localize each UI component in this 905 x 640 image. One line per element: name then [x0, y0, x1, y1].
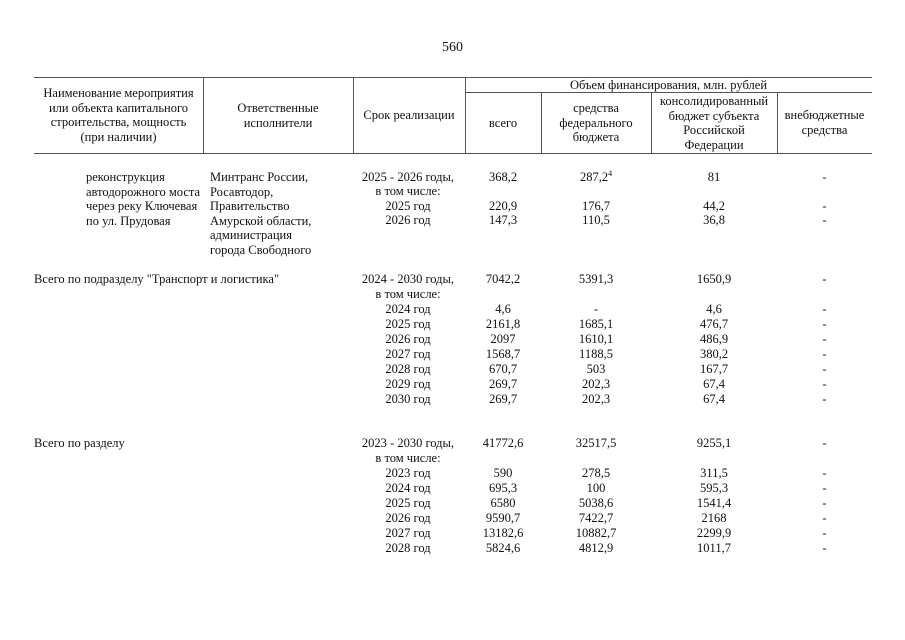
extrabudgetary-cell: -	[822, 377, 827, 391]
table-row	[0, 392, 905, 407]
extrabudgetary-cell: -	[822, 466, 827, 480]
section-total-label: Всего по разделу	[34, 436, 125, 450]
federal-cell: 278,5	[581, 466, 611, 480]
regional-cell: 4,6	[706, 302, 722, 316]
regional-cell: 36,8	[703, 213, 725, 227]
total-cell: 220,9	[488, 199, 518, 213]
page-number: 560	[442, 40, 463, 55]
extrabudgetary-cell: -	[822, 332, 827, 346]
regional-cell: 1011,7	[697, 541, 731, 555]
term-cell: 2024 - 2030 годы,	[361, 272, 455, 286]
total-cell: 269,7	[488, 392, 518, 406]
header-extrabudgetary: внебюджетные средства	[784, 108, 865, 137]
header-name: Наименование мероприятия или объекта капитального строительства, мощность (при наличии)	[43, 86, 194, 144]
table-row	[0, 481, 905, 496]
table-row	[0, 184, 905, 199]
regional-cell: 9255,1	[696, 436, 732, 450]
extrabudgetary-cell: -	[822, 496, 827, 510]
table-row	[0, 287, 905, 302]
extrabudgetary-cell: -	[822, 199, 827, 213]
table-row	[0, 362, 905, 377]
table-row	[0, 302, 905, 317]
total-cell: 590	[493, 466, 513, 480]
section1-name: реконструкция автодорожного моста через реку Ключевая по ул. Прудовая	[86, 170, 201, 228]
regional-cell: 2168	[701, 511, 727, 525]
table-row	[0, 377, 905, 392]
regional-cell: 595,3	[699, 481, 729, 495]
table-row	[0, 332, 905, 347]
extrabudgetary-cell: -	[822, 511, 827, 525]
extrabudgetary-cell: -	[822, 526, 827, 540]
table-row	[0, 199, 905, 214]
federal-cell: 5038,6	[578, 496, 614, 510]
term-cell: 2024 год	[385, 302, 431, 316]
federal-cell: -	[593, 302, 599, 316]
federal-cell: 176,7	[581, 199, 611, 213]
term-cell: 2025 год	[385, 199, 431, 213]
total-cell: 13182,6	[482, 526, 524, 540]
total-cell: 2161,8	[485, 317, 521, 331]
regional-cell: 311,5	[700, 466, 728, 480]
federal-cell: 1188,5	[579, 347, 613, 361]
regional-cell: 380,2	[699, 347, 729, 361]
federal-cell: 1685,1	[578, 317, 614, 331]
total-cell: 269,7	[488, 377, 518, 391]
term-cell: 2023 - 2030 годы,	[361, 436, 455, 450]
term-cell: 2026 год	[385, 511, 431, 525]
extrabudgetary-cell: -	[822, 170, 827, 184]
extrabudgetary-cell: -	[822, 541, 827, 555]
total-cell: 670,7	[488, 362, 518, 376]
total-cell: 9590,7	[485, 511, 521, 525]
extrabudgetary-cell: -	[822, 362, 827, 376]
term-cell: 2023 год	[385, 466, 431, 480]
regional-cell: 67,4	[703, 377, 725, 391]
total-cell: 7042,2	[485, 272, 521, 286]
total-cell: 6580	[490, 496, 516, 510]
table-header-bottom-rule	[34, 153, 872, 154]
regional-cell: 167,7	[699, 362, 729, 376]
total-cell: 147,3	[488, 213, 518, 227]
extrabudgetary-cell: -	[822, 392, 827, 406]
table-row	[0, 451, 905, 466]
header-regional: консолидированный бюджет субъекта Российской Федерации	[659, 94, 769, 152]
table-row	[0, 347, 905, 362]
subsection-total-label: Всего по подразделу "Транспорт и логистика"	[34, 272, 280, 286]
regional-cell: 1541,4	[696, 496, 732, 510]
extrabudgetary-cell: -	[822, 317, 827, 331]
term-cell: 2024 год	[385, 481, 431, 495]
header-term: Срок реализации	[363, 108, 455, 122]
federal-cell: 7422,7	[578, 511, 614, 525]
term-cell: 2025 - 2026 годы,	[361, 170, 455, 184]
term-cell: 2025 год	[385, 317, 431, 331]
term-cell: 2026 год	[385, 213, 431, 227]
federal-cell: 100	[586, 481, 606, 495]
table-row	[0, 466, 905, 481]
regional-cell: 1650,9	[696, 272, 732, 286]
total-cell: 1568,7	[485, 347, 521, 361]
federal-cell: 5391,3	[578, 272, 614, 286]
federal-cell: 287,2$^4$	[579, 169, 613, 184]
total-cell: 5824,6	[485, 541, 521, 555]
federal-cell: 4812,9	[578, 541, 614, 555]
table-row	[0, 541, 905, 556]
regional-cell: 2299,9	[696, 526, 732, 540]
term-cell: в том числе:	[375, 287, 441, 301]
federal-cell: 32517,5	[575, 436, 617, 450]
extrabudgetary-cell: -	[822, 347, 827, 361]
term-cell: в том числе:	[375, 184, 441, 198]
federal-cell: 110,5	[582, 213, 610, 227]
regional-cell: 67,4	[703, 392, 725, 406]
extrabudgetary-cell: -	[822, 436, 827, 450]
term-cell: в том числе:	[375, 451, 441, 465]
total-cell: 2097	[490, 332, 516, 346]
term-cell: 2029 год	[385, 377, 431, 391]
term-cell: 2028 год	[385, 362, 431, 376]
term-cell: 2025 год	[385, 496, 431, 510]
table-row	[0, 170, 905, 185]
section1-responsible: Минтранс России, Росавтодор, Правительство Амурской области, администрация города Свободного	[210, 170, 312, 257]
table-row	[0, 526, 905, 541]
table-row	[0, 496, 905, 511]
table-row	[0, 436, 905, 451]
header-responsible: Ответственные исполнители	[237, 101, 319, 130]
extrabudgetary-cell: -	[822, 302, 827, 316]
regional-cell: 81	[707, 170, 721, 184]
federal-cell: 10882,7	[575, 526, 617, 540]
federal-cell: 1610,1	[578, 332, 614, 346]
regional-cell: 476,7	[699, 317, 729, 331]
total-cell: 41772,6	[482, 436, 524, 450]
federal-cell: 202,3	[581, 377, 611, 391]
extrabudgetary-cell: -	[822, 272, 827, 286]
regional-cell: 44,2	[703, 199, 725, 213]
header-funding-title: Объем финансирования, млн. рублей	[569, 78, 768, 92]
federal-cell: 202,3	[581, 392, 611, 406]
total-cell: 695,3	[488, 481, 518, 495]
regional-cell: 486,9	[699, 332, 729, 346]
federal-cell: 503	[586, 362, 606, 376]
extrabudgetary-cell: -	[822, 213, 827, 227]
header-federal: средства федерального бюджета	[559, 101, 633, 144]
table-row	[0, 272, 905, 287]
footnote-mark: 4	[608, 169, 613, 178]
table-row	[0, 511, 905, 526]
table-row	[0, 317, 905, 332]
header-total: всего	[488, 116, 518, 130]
total-cell: 4,6	[495, 302, 511, 316]
term-cell: 2026 год	[385, 332, 431, 346]
term-cell: 2030 год	[385, 392, 431, 406]
table-row	[0, 213, 905, 228]
term-cell: 2027 год	[385, 526, 431, 540]
total-cell: 368,2	[488, 170, 518, 184]
term-cell: 2027 год	[385, 347, 431, 361]
extrabudgetary-cell: -	[822, 481, 827, 495]
term-cell: 2028 год	[385, 541, 431, 555]
